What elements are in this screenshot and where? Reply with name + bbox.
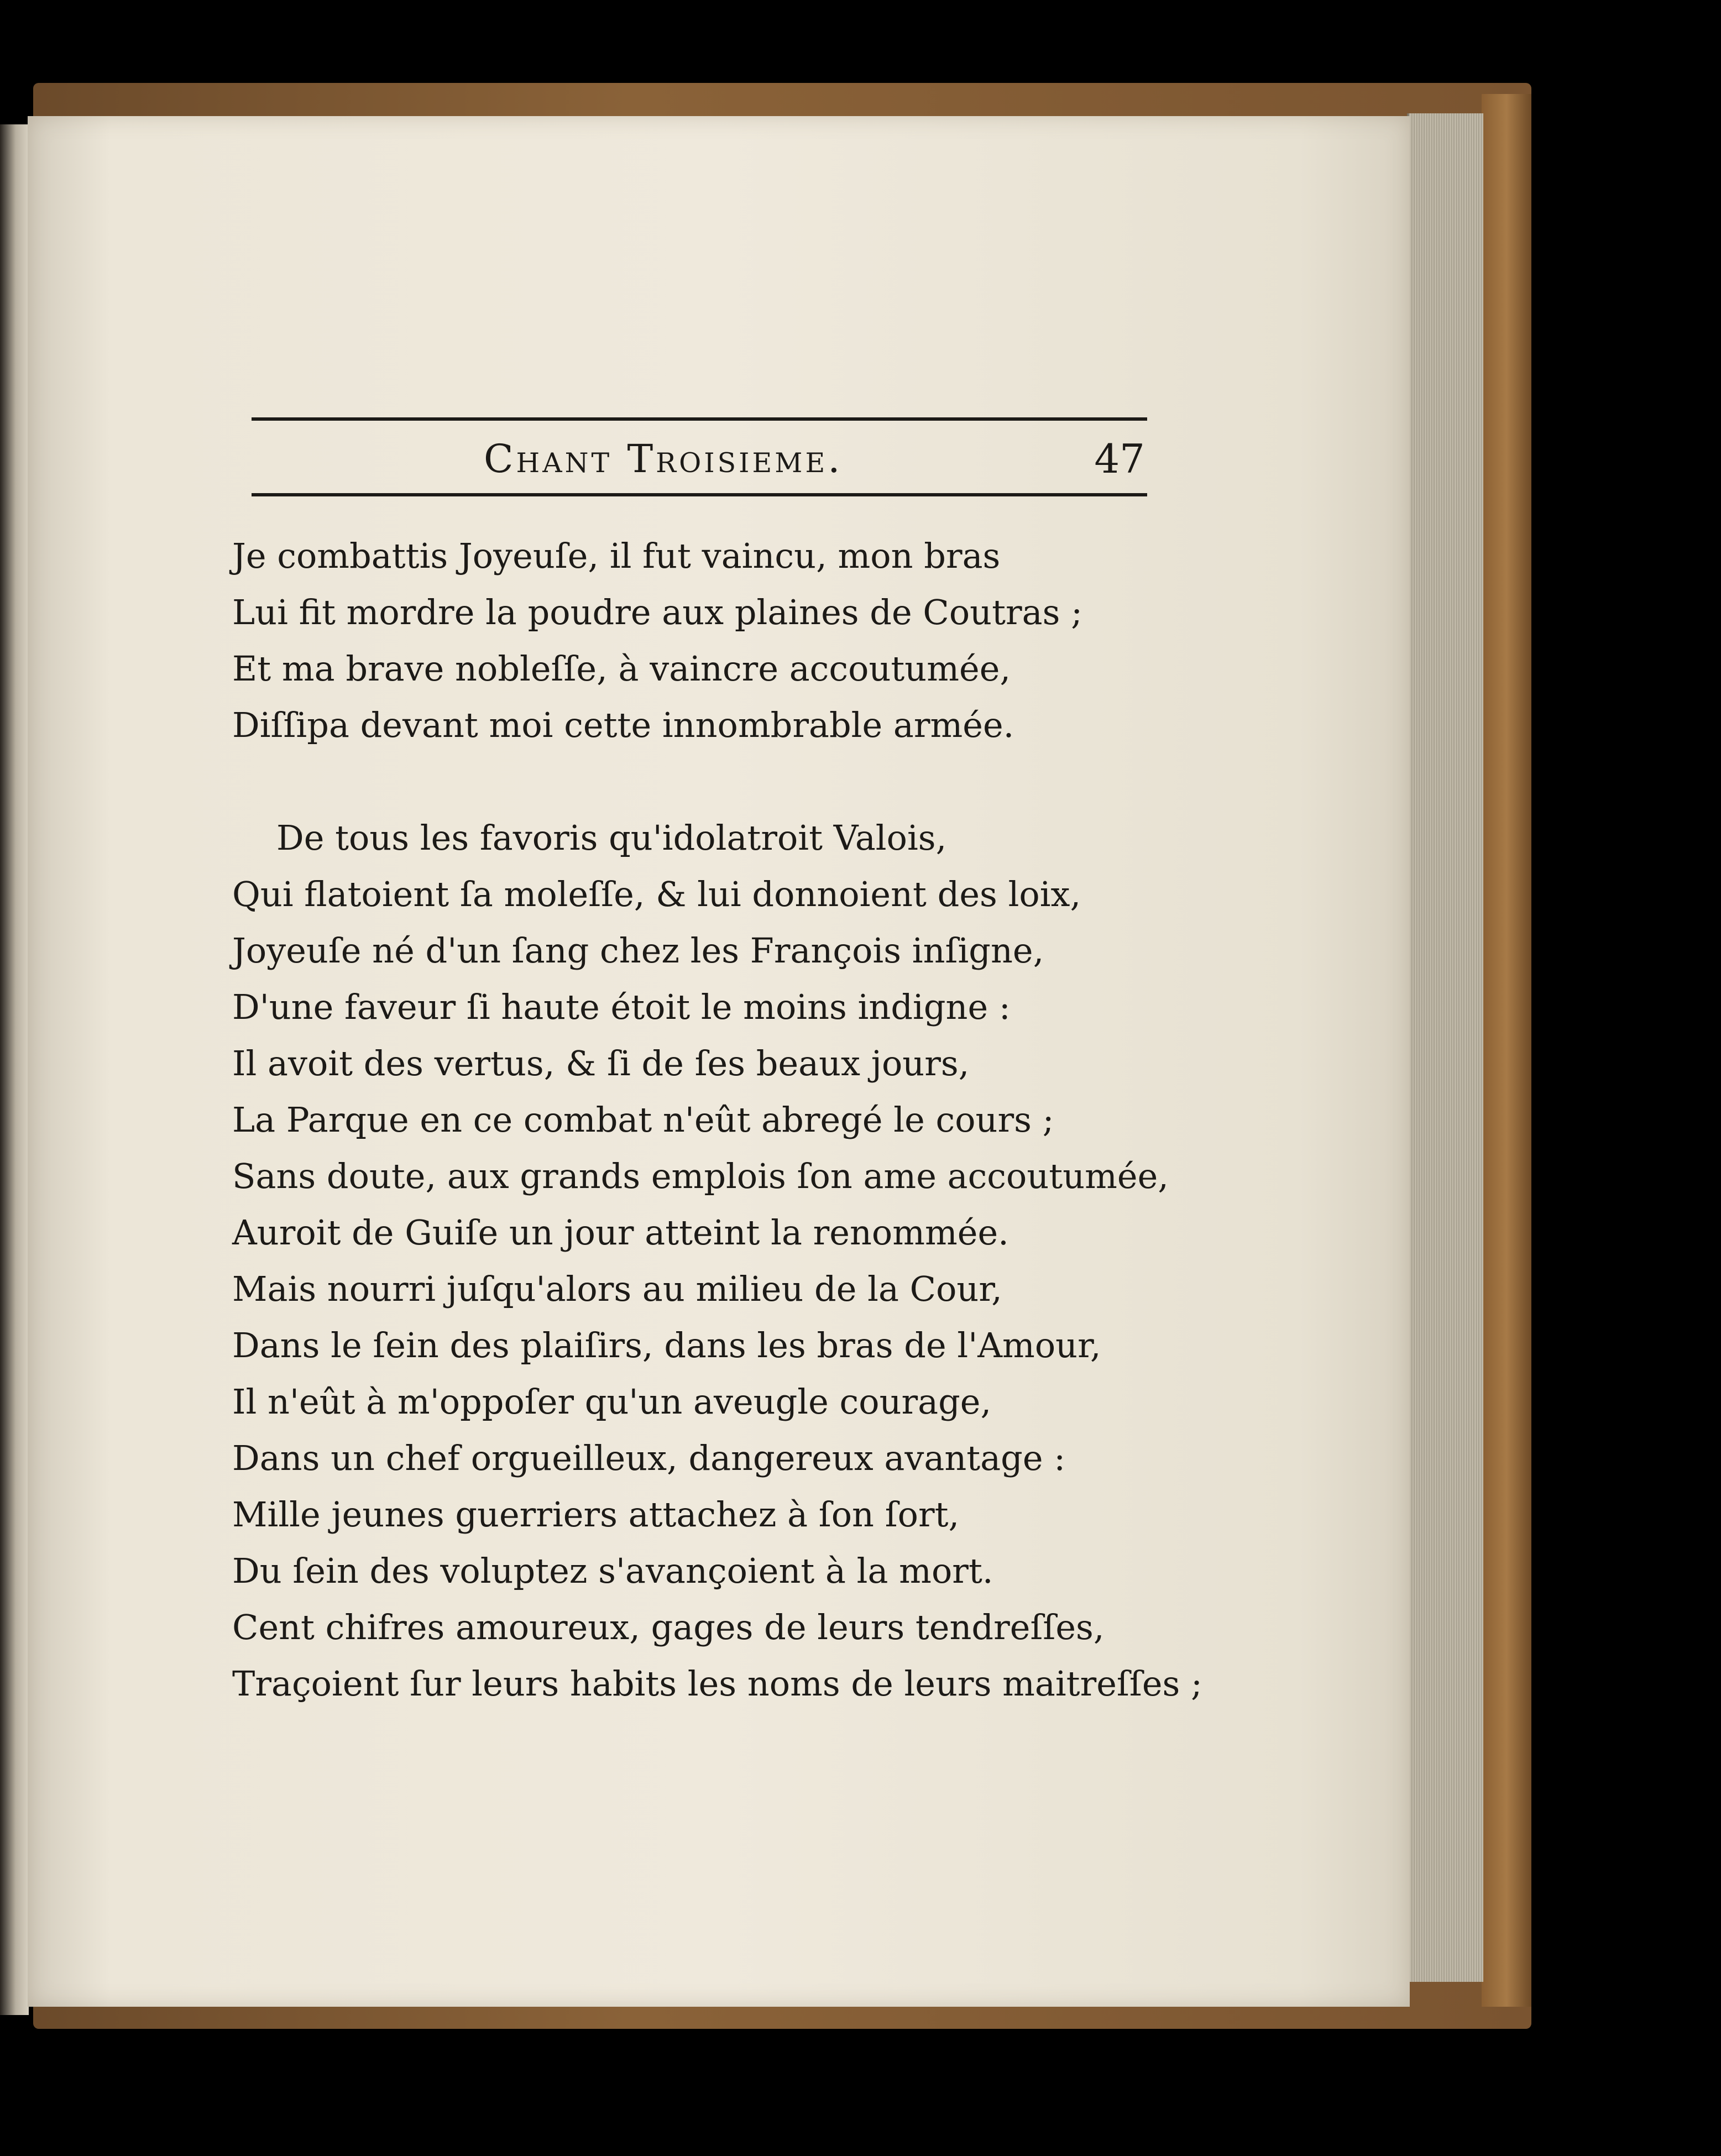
verse-line: Traçoient ſur leurs habits les noms de leurs maitreſſes ; [232,1663,1202,1704]
running-header [252,426,1147,492]
poem-text [232,528,1202,1712]
page-fore-edge [1407,113,1483,1982]
verse-line: Mille jeunes guerriers attachez à ſon ſort, [232,1494,960,1535]
header-rule-bottom [252,493,1147,496]
running-title: Chant Troisieme. [484,436,843,482]
verse-line: Mais nourri juſqu'alors au milieu de la Cour, [232,1269,1002,1309]
page-number: 47 [1094,436,1145,482]
verse-line: Je combattis Joyeuſe, il fut vaincu, mon bras [232,536,1001,576]
verse-line: Et ma brave nobleſſe, à vaincre accoutumée, [232,648,1011,689]
verse-line: Cent chifres amoureux, gages de leurs tendreſſes, [232,1607,1105,1647]
verse-line: Du ſein des voluptez s'avançoient à la mort. [232,1551,993,1591]
verse-line: La Parque en ce combat n'eût abregé le cours ; [232,1100,1054,1140]
verse-line: Qui flatoient ſa moleſſe, & lui donnoient des loix, [232,874,1081,914]
facing-page-edge [0,124,29,2015]
verse-line: Dans un chef orgueilleux, dangereux avantage : [232,1438,1066,1478]
verse-line: De tous les favoris qu'idolatroit Valois, [276,818,947,858]
stanza-2 [232,810,1202,1712]
verse-line: Il n'eût à m'oppoſer qu'un aveugle courage, [232,1381,992,1422]
verse-line: Sans doute, aux grands emplois ſon ame accoutumée, [232,1156,1169,1196]
header-rule-top [252,417,1147,421]
verse-line: Joyeuſe né d'un ſang chez les François inſigne, [232,930,1044,971]
verse-line: Diſſipa devant moi cette innombrable armée. [232,705,1014,745]
book-board-edge [1482,94,1531,2007]
verse-line: Auroit de Guiſe un jour atteint la renommée. [232,1212,1009,1253]
verse-line: D'une faveur ſi haute étoit le moins indigne : [232,987,1011,1027]
verse-line: Dans le ſein des plaiſirs, dans les bras de l'Amour, [232,1325,1101,1365]
book-page [28,116,1410,2007]
verse-line: Il avoit des vertus, & ſi de ſes beaux jours, [232,1043,970,1084]
verse-line: Lui fit mordre la poudre aux plaines de Coutras ; [232,592,1083,632]
stanza-1 [232,528,1172,753]
